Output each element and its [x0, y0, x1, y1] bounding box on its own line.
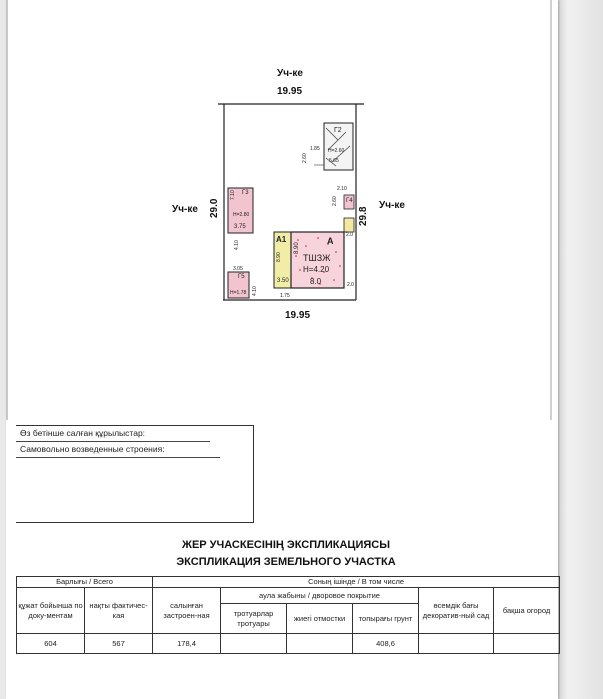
dim-bottom: 19.95 — [285, 310, 311, 321]
a1-width: 3.50 — [277, 278, 289, 284]
g4-dim-a: 2.10 — [337, 186, 347, 192]
g2-dim-b: 2.60 — [302, 153, 308, 163]
col-garden: өсемдік бағы декоратив-ный сад — [419, 588, 494, 634]
g3-code: Г3 — [242, 190, 249, 196]
document-sheet — [6, 0, 558, 699]
col-sidewalk: тротуарлар тротуары — [221, 604, 287, 634]
explication-title-kz: ЖЕР УЧАСКЕСІНІҢ ЭКСПЛИКАЦИЯСЫ — [182, 539, 390, 551]
g4-dim-b: 2.60 — [332, 196, 338, 206]
notes-line-kz: Өз бетінше салған құрылыстар: — [16, 426, 210, 442]
neighbor-right-label: Уч-ке — [379, 200, 405, 211]
a1-depth: 8.90 — [276, 252, 282, 262]
col-blind: жиегі отмостки — [287, 604, 353, 634]
house-code: А — [327, 236, 334, 246]
cell-blind — [287, 634, 353, 654]
g3-dim: 7.10 — [230, 190, 236, 200]
explication-table — [16, 576, 560, 654]
explication-title-ru: ЭКСПЛИКАЦИЯ ЗЕМЕЛЬНОГО УЧАСТКА — [176, 556, 396, 568]
cell-doc: 604 — [17, 634, 85, 654]
small-dim-a: 1.75 — [280, 293, 290, 299]
col-doc: құжат бойынша по доку-ментам — [17, 588, 85, 634]
g2-height: Н=2.60 — [328, 148, 345, 154]
g3-width: 3.75 — [234, 224, 246, 230]
dim-left: 29.0 — [209, 198, 220, 218]
g5-height: Н=1.78 — [230, 290, 247, 296]
house-height: Н=4.20 — [303, 265, 330, 274]
neighbor-left-label: Уч-ке — [172, 204, 198, 215]
dim-right: 29.8 — [358, 206, 369, 226]
cell-sidewalk — [221, 634, 287, 654]
house-type: ТШЗЖ — [303, 253, 331, 263]
cell-ground: 408,6 — [353, 634, 419, 654]
header-yard: аула жабыны / дворовое покрытие — [221, 588, 419, 604]
col-ground: топырағы грунт — [353, 604, 419, 634]
cell-built: 178,4 — [153, 634, 221, 654]
building-g4-annex — [344, 218, 354, 232]
col-fact: нақты фактичес-кая — [85, 588, 153, 634]
house-width: 8.0 — [310, 277, 322, 286]
g2-dim-a: 1.85 — [310, 146, 320, 152]
site-plan — [6, 0, 558, 420]
neighbor-top-label: Уч-ке — [277, 68, 303, 79]
dim-top: 19.95 — [277, 86, 303, 97]
table-row — [17, 634, 560, 654]
a1-code: А1 — [276, 235, 287, 244]
cell-garden — [419, 634, 494, 654]
gap-left-dim: 4.10 — [234, 240, 240, 250]
notes-line-ru: Самовольно возведенные строения: — [16, 442, 220, 458]
col-built: салынған застроен-ная — [153, 588, 221, 634]
g4-dim-c: 2.0 — [346, 232, 353, 238]
g2-code: Г2 — [334, 127, 342, 134]
page-edge-shadow — [556, 0, 603, 699]
g4-code: Г4 — [346, 198, 353, 204]
cell-orchard — [494, 634, 560, 654]
small-dim-b: 2.0 — [347, 282, 354, 288]
cell-fact: 567 — [85, 634, 153, 654]
unauthorized-buildings-box — [16, 425, 254, 523]
g2-width: 5.65 — [329, 158, 339, 164]
g5-dim-side: 4.10 — [252, 286, 258, 296]
header-total: Барлығы / Всего — [17, 577, 153, 588]
house-depth: 8.90 — [294, 242, 300, 254]
g3-height: Н=2.80 — [233, 212, 250, 218]
col-orchard: бақша огород — [494, 588, 560, 634]
g5-code: Г5 — [238, 274, 245, 280]
g5-dim-top: 3.05 — [233, 266, 243, 272]
header-including: Соның ішінде / В том числе — [153, 577, 560, 588]
